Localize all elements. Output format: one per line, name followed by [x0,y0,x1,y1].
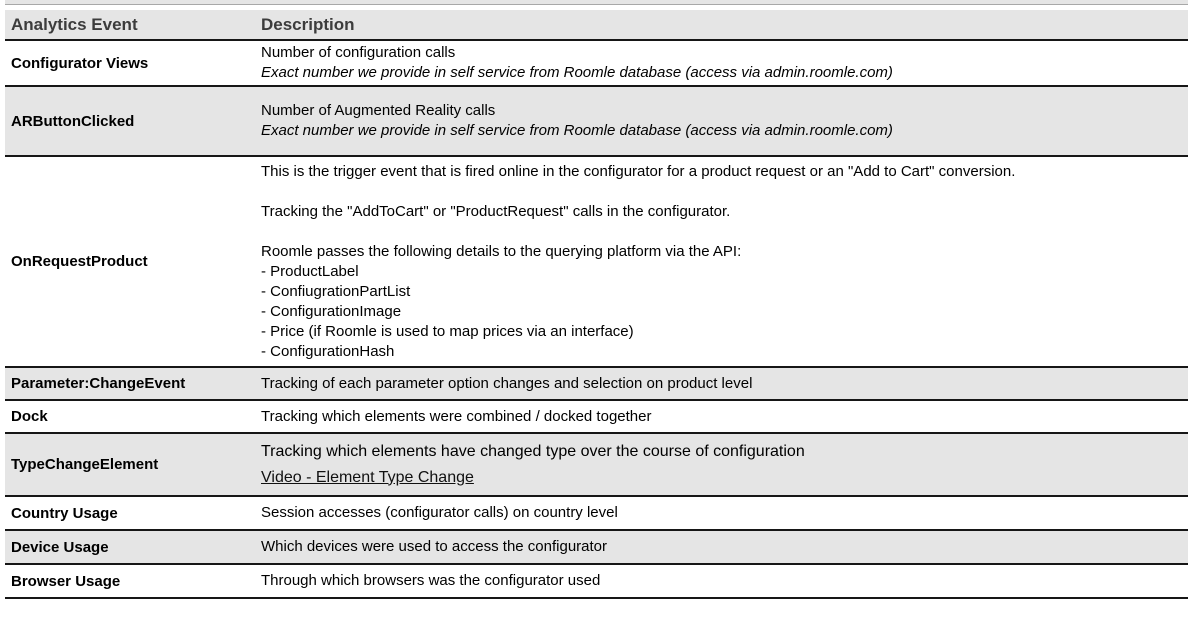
description-line: Tracking of each parameter option changes and selection on product level [261,374,753,392]
event-name-cell: Browser Usage [5,564,255,598]
table-body [5,40,1188,598]
description-cell [255,496,1188,530]
table-row [5,40,1188,86]
event-name-cell: Dock [5,400,255,433]
description-line: Exact number we provide in self service from Roomle database (access via admin.roomle.com) [261,64,893,81]
description-line: - Price (if Roomle is used to map prices via an interface) [261,322,634,340]
table-row [5,86,1188,156]
description-spacer [261,222,1180,242]
event-name-cell: ARButtonClicked [5,86,255,156]
event-name-cell: TypeChangeElement [5,433,255,496]
description-line: - ConfigurationImage [261,302,402,320]
description-line: Exact number we provide in self service from Roomle database (access via admin.roomle.com) [261,122,893,139]
description-cell [255,86,1188,156]
description-line: Tracking which elements have changed type over the course of configuration [261,442,805,460]
description-line: Tracking which elements were combined / docked together [261,407,652,425]
description-cell [255,400,1188,433]
description-spacer [261,182,1180,202]
description-cell [255,367,1188,400]
description-cell [255,564,1188,598]
description-line: This is the trigger event that is fired online in the configurator for a product request or an "Add to Cart" conversion. [261,162,1016,180]
description-line: Number of configuration calls [261,44,456,61]
table-row [5,400,1188,433]
column-header-analytics-event: Analytics Event [5,10,255,40]
table-row [5,367,1188,400]
event-name-cell: OnRequestProduct [5,156,255,367]
description-line: Roomle passes the following details to the querying platform via the API: [261,242,742,260]
description-line: Through which browsers was the configurator used [261,572,601,589]
description-cell [255,156,1188,367]
table-row [5,530,1188,564]
event-name-cell: Configurator Views [5,40,255,86]
table-row [5,156,1188,367]
event-name-cell: Parameter:ChangeEvent [5,367,255,400]
description-cell [255,433,1188,496]
column-header-description: Description [255,10,1188,40]
table-row [5,433,1188,496]
description-line: - ProductLabel [261,262,359,280]
description-line: Which devices were used to access the configurator [261,538,608,555]
analytics-events-table [5,10,1188,599]
description-line: Session accesses (configurator calls) on country level [261,504,618,521]
event-name-cell: Country Usage [5,496,255,530]
description-line: - ConfiugrationPartList [261,282,411,300]
description-cell [255,40,1188,86]
description-line: - ConfigurationHash [261,342,395,360]
table-row [5,496,1188,530]
description-cell [255,530,1188,564]
description-line [261,465,1180,491]
previous-row-remnant [5,0,1188,5]
table-row [5,564,1188,598]
video-element-type-change-link[interactable]: Video - Element Type Change [261,468,474,486]
description-line: Tracking the "AddToCart" or "ProductRequest" calls in the configurator. [261,202,731,220]
table-header-row [5,10,1188,40]
event-name-cell: Device Usage [5,530,255,564]
description-line: Number of Augmented Reality calls [261,102,496,119]
